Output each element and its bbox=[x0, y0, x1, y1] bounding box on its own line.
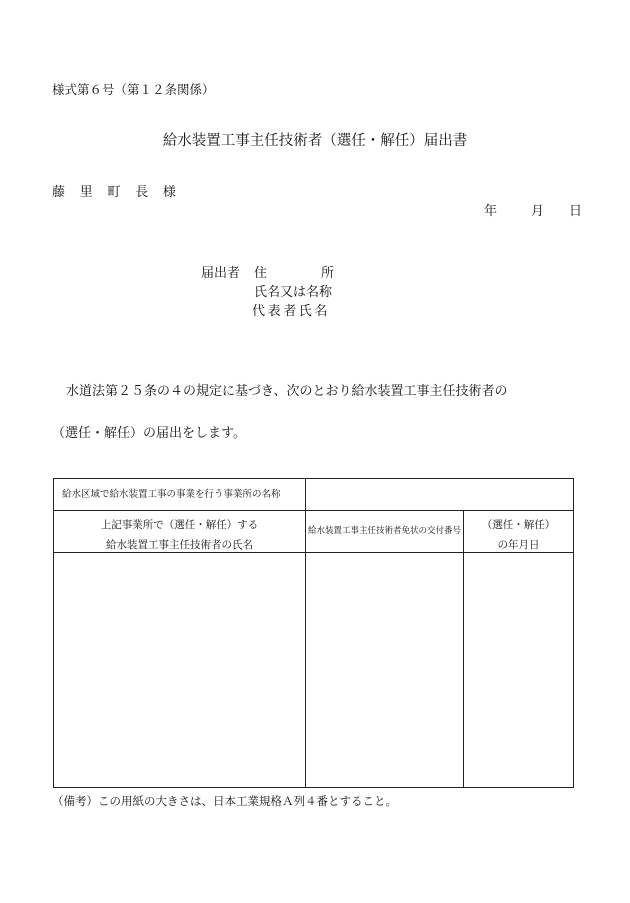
date-day: 日 bbox=[569, 204, 583, 219]
form-number: 様式第６号（第１２条関係） bbox=[52, 82, 215, 97]
document-title: 給水装置工事主任技術者（選任・解任）届出書 bbox=[162, 133, 468, 149]
date-header-line-1: （選任・解任） bbox=[481, 519, 556, 531]
notifier-name-label: 氏名又は名称 bbox=[254, 285, 333, 300]
technician-name-header-line-1: 上記事業所で（選任・解任）する bbox=[100, 519, 259, 531]
office-name-label: 給水区域で給水装置工事の事業を行う事業所の名称 bbox=[62, 489, 281, 500]
body-text-line-1: 水道法第２５条の４の規定に基づき、次のとおり給水装置工事主任技術者の bbox=[66, 384, 508, 399]
addressee: 藤 里 町 長 様 bbox=[52, 185, 178, 200]
notifier-address-label bbox=[254, 262, 334, 281]
date-header bbox=[464, 515, 573, 555]
address-char-2: 所 bbox=[321, 266, 335, 281]
notifier-label: 届出者 bbox=[201, 266, 241, 281]
technician-name-header-line-2: 給水装置工事主任技術者の氏名 bbox=[106, 539, 253, 551]
date-cell[interactable] bbox=[464, 553, 573, 787]
technician-name-cell[interactable] bbox=[54, 553, 305, 787]
date-header-line-2: の年月日 bbox=[497, 539, 540, 551]
technician-name-header bbox=[54, 515, 305, 555]
remark-note: （備考）この用紙の大きさは、日本工業規格Ａ列４番とすること。 bbox=[52, 794, 397, 808]
date-month: 月 bbox=[531, 204, 545, 219]
license-number-cell[interactable] bbox=[306, 553, 463, 787]
body-text-line-2: （選任・解任）の届出をします。 bbox=[52, 426, 246, 441]
date-year: 年 bbox=[484, 204, 498, 219]
date-line bbox=[484, 200, 582, 219]
appointment-table bbox=[53, 478, 574, 788]
notifier-representative-label: 代表者氏名 bbox=[252, 304, 331, 319]
address-char-1: 住 bbox=[254, 266, 268, 281]
table-row-divider-1 bbox=[54, 510, 573, 511]
license-number-header: 給水装置工事主任技術者免状の交付番号 bbox=[307, 526, 461, 536]
